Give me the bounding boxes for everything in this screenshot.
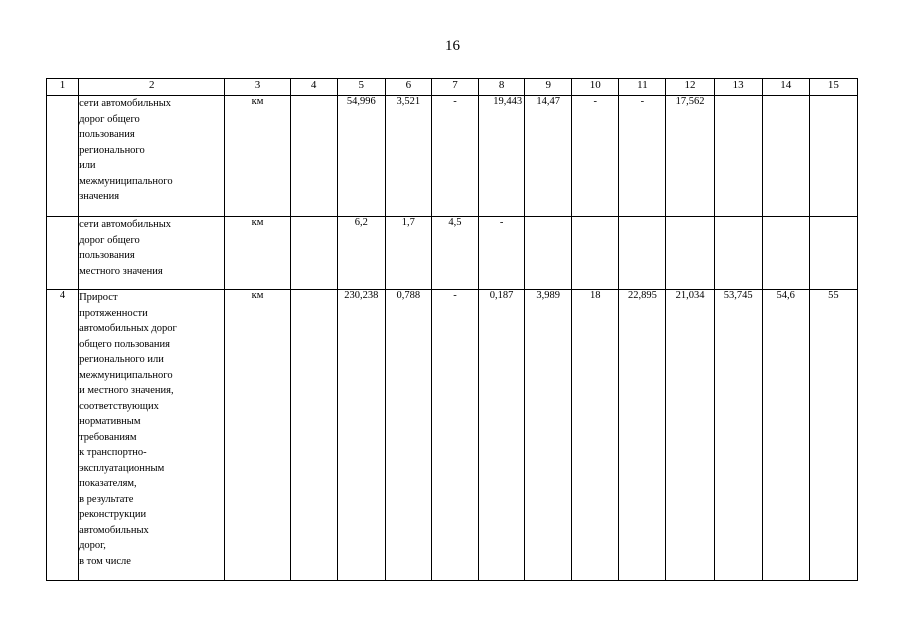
- table-cell: -: [572, 96, 619, 217]
- column-header: [79, 79, 225, 96]
- description-line: пользования: [79, 129, 135, 140]
- row-unit: км: [225, 217, 290, 290]
- page-number: 16: [445, 38, 460, 54]
- column-header: [290, 79, 337, 96]
- column-header: [619, 79, 666, 96]
- table-cell: [762, 217, 809, 290]
- table-cell: 0,187: [479, 290, 525, 581]
- table-cell: 230,238: [337, 290, 385, 581]
- table-row: [47, 217, 858, 290]
- table-cell: [809, 96, 857, 217]
- row-number: [47, 96, 79, 217]
- description-line: протяженности: [79, 307, 148, 319]
- description-line: дорог общего: [79, 113, 140, 125]
- row-description: [79, 290, 225, 581]
- table-cell: [572, 217, 619, 290]
- description-line: нормативным: [79, 416, 141, 427]
- table-cell: 0,788: [385, 290, 431, 581]
- column-header-label: 11: [637, 79, 648, 91]
- table-cell: 14,47: [525, 96, 572, 217]
- table-cell: [762, 96, 809, 217]
- description-line: автомобильных: [79, 524, 149, 536]
- table-cell: -: [479, 217, 525, 290]
- table-cell: 3,989: [525, 290, 572, 581]
- description-line: и местного значения,: [79, 385, 174, 396]
- description-line: сети автомобильных: [79, 219, 172, 230]
- table-cell: 53,745: [714, 290, 762, 581]
- table-cell: 54,996: [337, 96, 385, 217]
- column-header: [666, 79, 714, 96]
- table-cell: -: [619, 96, 666, 217]
- table-cell: [290, 217, 337, 290]
- column-header-label: 5: [358, 79, 364, 91]
- column-header-label: 8: [498, 79, 505, 91]
- column-header: [714, 79, 762, 96]
- column-header: [479, 79, 525, 96]
- description-line: показателям,: [79, 478, 137, 489]
- description-line: сети автомобильных: [79, 98, 172, 109]
- table-cell: 55: [809, 290, 857, 581]
- table-cell: [619, 217, 666, 290]
- description-line: реконструкции: [79, 509, 147, 520]
- description-line: или: [79, 160, 96, 171]
- column-header: [225, 79, 290, 96]
- column-header: [385, 79, 431, 96]
- description-line: требованиям: [79, 431, 137, 443]
- description-line: местного значения: [79, 265, 163, 277]
- table-cell: [525, 217, 572, 290]
- description-line: автомобильных дорог: [79, 323, 177, 334]
- table-cell: -: [431, 96, 478, 217]
- column-header-label: 1: [59, 79, 66, 91]
- table-cell: 19,443: [479, 96, 525, 217]
- column-header-label: 7: [452, 79, 458, 91]
- table-row: [47, 96, 858, 217]
- description-line: соответствующих: [79, 400, 159, 412]
- column-header-label: 3: [254, 79, 261, 91]
- column-header-label: 14: [780, 79, 792, 91]
- column-header: [525, 79, 572, 96]
- row-number: [47, 217, 79, 290]
- description-line: межмуниципального: [79, 369, 173, 381]
- table-cell: -: [431, 290, 478, 581]
- column-header: [431, 79, 478, 96]
- table-cell: [714, 217, 762, 290]
- column-header-label: 12: [684, 79, 696, 91]
- description-line: Прирост: [79, 292, 118, 303]
- column-header-label: 4: [310, 79, 317, 91]
- description-line: регионального: [79, 144, 145, 156]
- row-unit: км: [225, 96, 290, 217]
- description-line: значения: [79, 191, 120, 202]
- table-cell: 18: [572, 290, 619, 581]
- column-header: [809, 79, 857, 96]
- table-cell: 21,034: [666, 290, 714, 581]
- column-header-label: 9: [545, 79, 551, 91]
- row-description: [79, 96, 225, 217]
- column-number-header: [47, 79, 858, 96]
- description-line: регионального или: [79, 354, 164, 365]
- column-header: [572, 79, 619, 96]
- row-number: 4: [47, 290, 79, 581]
- table-row: [47, 290, 858, 581]
- description-line: общего пользования: [79, 338, 170, 350]
- column-header-label: 2: [149, 79, 155, 91]
- table-cell: 22,895: [619, 290, 666, 581]
- table-cell: [714, 96, 762, 217]
- table-cell: 1,7: [385, 217, 431, 290]
- column-header: [337, 79, 385, 96]
- table-cell: [290, 290, 337, 581]
- table-cell: 4,5: [431, 217, 478, 290]
- table-cell: [809, 217, 857, 290]
- column-header-label: 6: [405, 79, 412, 91]
- column-header-label: 15: [827, 79, 839, 91]
- column-header-label: 10: [589, 79, 601, 91]
- table-cell: [290, 96, 337, 217]
- column-header: [47, 79, 79, 96]
- table-cell: [666, 217, 714, 290]
- column-header: [762, 79, 809, 96]
- description-line: к транспортно-: [79, 447, 147, 458]
- description-line: дорог общего: [79, 234, 140, 246]
- description-line: дорог,: [79, 540, 106, 551]
- description-line: межмуниципального: [79, 175, 173, 187]
- description-line: в результате: [79, 493, 134, 505]
- description-line: эксплуатационным: [79, 462, 165, 474]
- description-line: пользования: [79, 250, 135, 261]
- row-description: [79, 217, 225, 290]
- table-cell: 17,562: [666, 96, 714, 217]
- row-unit: км: [225, 290, 290, 581]
- table-cell: 6,2: [337, 217, 385, 290]
- description-line: в том числе: [79, 555, 131, 567]
- column-header-label: 13: [732, 79, 744, 91]
- data-table: [46, 78, 858, 581]
- table-cell: 54,6: [762, 290, 809, 581]
- table-cell: 3,521: [385, 96, 431, 217]
